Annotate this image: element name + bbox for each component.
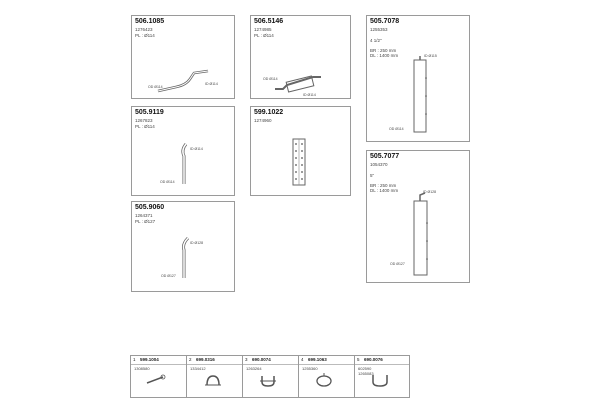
accessory-ref: 1308580: [134, 366, 150, 371]
dim-label: ID Ø114: [205, 82, 218, 86]
part-code: 505.7078: [370, 18, 400, 25]
accessory-ref: 602590 1265083: [358, 366, 374, 376]
dim-label: OD Ø114: [160, 180, 175, 184]
band-clamp-icon: [313, 373, 335, 387]
dim-dl: DL : 1400 mm: [370, 188, 399, 193]
accessory-5: [355, 356, 409, 397]
accessory-number: 2: [189, 357, 192, 362]
u-bolt-clamp-icon: [257, 373, 279, 387]
part-ref: 1264371: [135, 213, 153, 218]
vertical-muffler-drawing: [405, 56, 435, 136]
accessory-ref: 1334412: [190, 366, 206, 371]
accessory-code: 690.0074: [252, 357, 271, 362]
accessory-code: 599.1004: [140, 357, 159, 362]
heat-shield-drawing: [289, 137, 309, 187]
vertical-muffler-drawing: [405, 193, 435, 278]
accessories-strip: [130, 355, 410, 398]
strap-icon: [145, 373, 167, 387]
accessory-2: [187, 356, 243, 397]
accessory-number: 4: [301, 357, 304, 362]
part-ref: 1054370: [370, 162, 388, 167]
dim-br: BR : 250 mm: [370, 183, 397, 188]
part-ref: 1255353: [370, 27, 388, 32]
accessory-3: [243, 356, 299, 397]
part-code: 505.9119: [135, 109, 164, 116]
card-505-9060: [131, 201, 235, 292]
accessory-ref: 1263264: [246, 366, 262, 371]
part-code: 506.1085: [135, 18, 165, 25]
card-505-7077: [366, 150, 470, 283]
part-ref: 1267823: [135, 118, 153, 123]
card-505-7078: [366, 15, 470, 142]
dim-label: ID Ø114: [190, 147, 203, 151]
part-spec: PL : Ø114: [135, 124, 155, 129]
accessory-1: [131, 356, 187, 397]
card-505-9119: [131, 106, 235, 196]
dim-label: ID Ø115: [424, 54, 437, 58]
part-code: 505.9060: [135, 204, 165, 211]
part-ref: 1274985: [254, 27, 272, 32]
accessory-number: 3: [245, 357, 248, 362]
part-code: 506.5146: [254, 18, 284, 25]
dim-label: ID Ø128: [190, 241, 204, 245]
dim-label: OD Ø127: [390, 262, 405, 266]
part-spec: PL : Ø127: [135, 219, 156, 224]
part-spec: PL : Ø114: [254, 33, 274, 38]
part-code: 599.1022: [254, 109, 284, 116]
dim-br: BR : 250 mm: [370, 48, 397, 53]
accessory-number: 5: [357, 357, 360, 362]
card-599-1022: [250, 106, 351, 196]
dim-label: OD Ø114: [263, 77, 278, 81]
dim-label: OD Ø127: [161, 274, 176, 278]
clamp-icon: [201, 373, 223, 387]
dim-label: OD Ø114: [389, 127, 404, 131]
card-506-5146: [250, 15, 351, 99]
accessory-code: 699.0316: [196, 357, 215, 362]
part-code: 505.7077: [370, 153, 400, 160]
dim-label: ID Ø114: [303, 93, 316, 97]
u-clamp-icon: [369, 373, 391, 387]
accessory-number: 1: [133, 357, 136, 362]
part-spec: 4 1/2": [370, 38, 382, 43]
card-506-1085: [131, 15, 235, 99]
part-ref: 1274960: [254, 118, 272, 123]
dim-label: ID Ø128: [423, 190, 437, 194]
accessory-ref: 1255360: [302, 366, 318, 371]
part-spec: PL : Ø114: [135, 33, 155, 38]
part-ref: 1276423: [135, 27, 153, 32]
part-spec: 5": [370, 173, 375, 178]
accessory-code: 699.1063: [308, 357, 327, 362]
dim-dl: DL : 1400 mm: [370, 53, 399, 58]
accessory-code: 690.0076: [364, 357, 383, 362]
dim-label: OD Ø114: [148, 85, 163, 89]
accessory-4: [299, 356, 355, 397]
